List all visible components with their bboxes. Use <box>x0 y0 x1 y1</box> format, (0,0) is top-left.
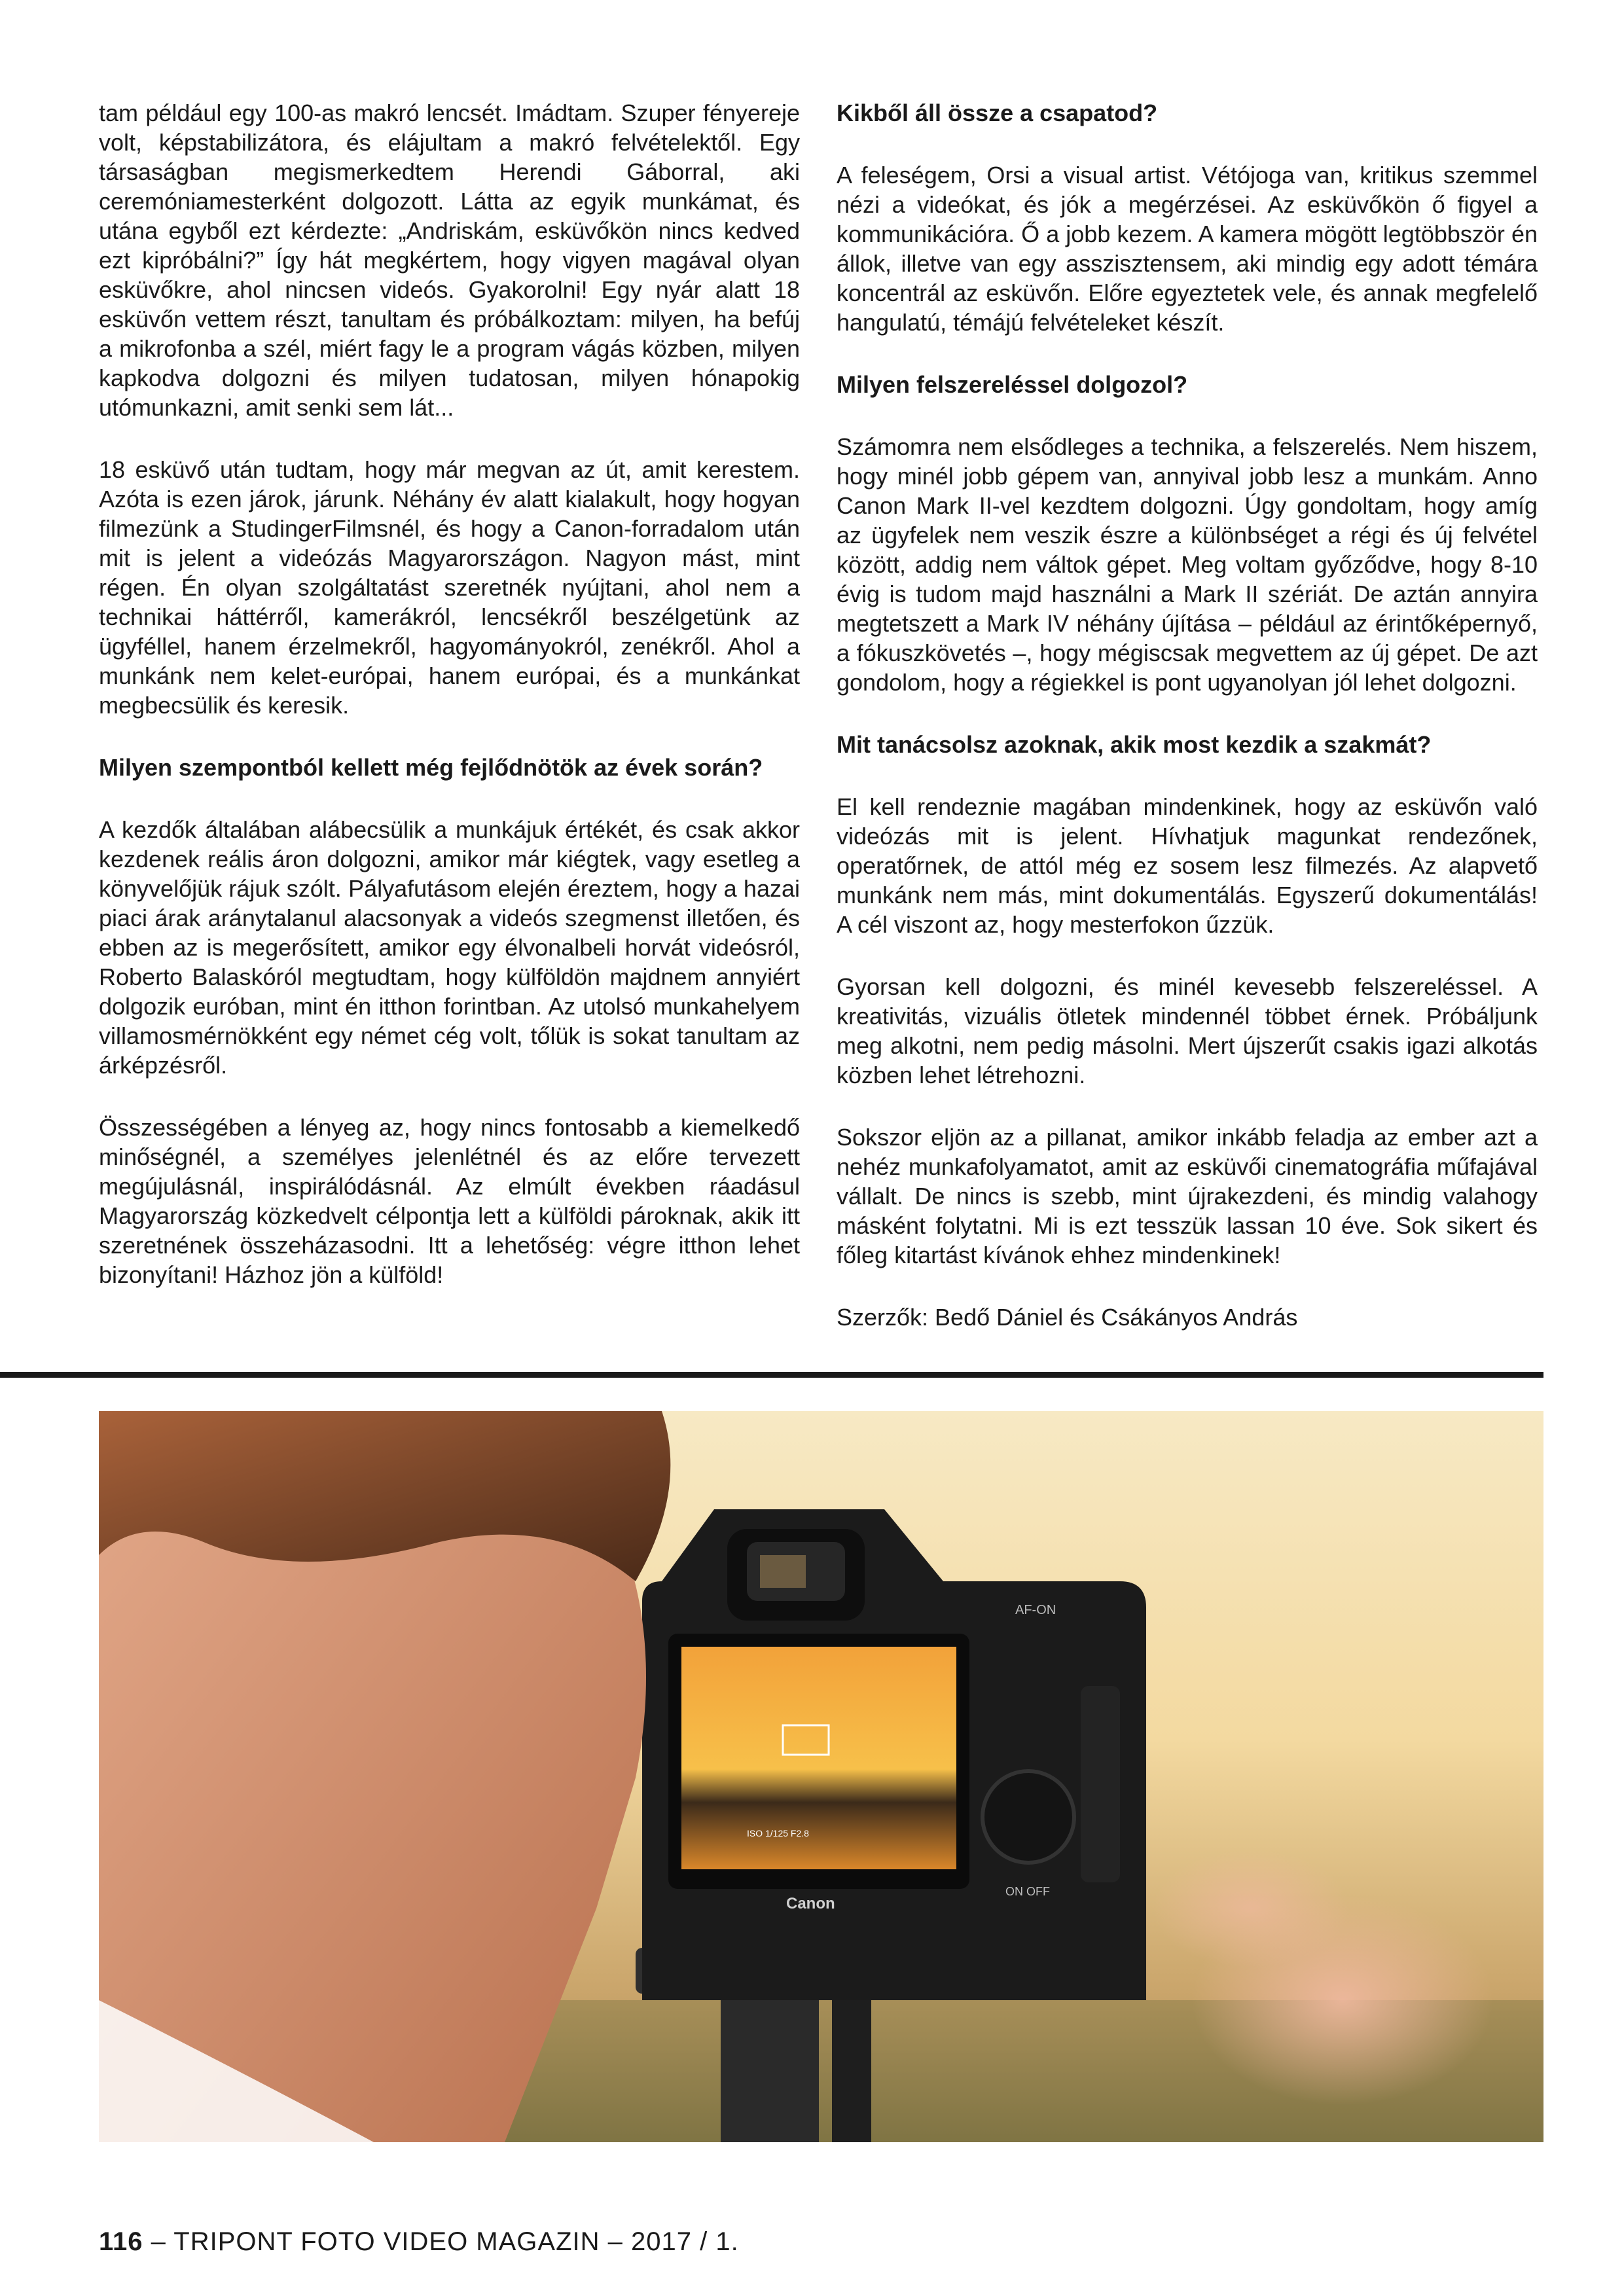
page-number: 116 <box>99 2227 143 2256</box>
camera-screen <box>681 1647 956 1869</box>
paragraph: Sokszor eljön az a pillanat, amikor inkább feladja az ember azt a nehéz munkafolyamatot, amit az esküvői cinematográfia műfajával vállalt. De nincs is szebb, mint újrakezdeni, és mindig valahogy másként folytatni. Mi is ezt tesszük lassan 10 éve. Sok sikert és főleg kitartást kívánok ehhez mindenkinek! <box>837 1124 1538 1268</box>
on-off-label: ON OFF <box>1005 1885 1050 1898</box>
paragraph: A kezdők általában alábecsülik a munkájuk értékét, és csak akkor kezdenek reális áron dolgozni, amikor már kiégtek, vagy esetleg a könyvelőjük rájuk szólt. Pályafutásom elején éreztem, hogy a hazai piaci árak aránytalanul alacsonyak a videós szegmenst illetően, és ebben az is megerősített, amikor egy élvonalbeli horvát videósról, Roberto Balaskóról megtudtam, hogy külföldön majdnem annyiért dolgozik euróban, mint én itthon forintban. Az utolsó munkahelyem villamosmérnökként egy német cég volt, tőlük is sokat tanultam az árképzésről. <box>99 816 800 1079</box>
paragraph: A feleségem, Orsi a visual artist. Vétójoga van, kritikus szemmel nézi a videókat, és jók a megérzései. Az esküvőkön ő figyel a kommunikációra. Ő a jobb kezem. A kamera mögött legtöbbször én állok, illetve van egy asszisztensem, aki mindig egy adott témára koncentrál az esküvőn. Előre egyeztetek vele, és annak megfelelő hangulatú, témájú felvételeket készít. <box>837 162 1538 336</box>
page-footer <box>99 2225 739 2258</box>
section-divider <box>0 1372 1543 1378</box>
screen-readout: ISO 1/125 F2.8 <box>747 1828 809 1839</box>
interview-question: Milyen felszereléssel dolgozol? <box>837 371 1188 398</box>
paragraph: El kell rendeznie magában mindenkinek, hogy az esküvőn való videózás mit is jelent. Hívhatjuk magunkat rendezőnek, operatőrnek, de attól még ez sosem lesz filmezés. Az alapvető munkánk nem más, mint dokumentálás. Egyszerű dokumentálás! A cél viszont az, hogy mesterfokon űzzük. <box>837 793 1538 938</box>
interview-question: Milyen szempontból kellett még fejlődnötök az évek során? <box>99 754 763 781</box>
left-text-column <box>99 98 800 1322</box>
paragraph: 18 esküvő után tudtam, hogy már megvan az út, amit kerestem. Azóta is ezen járok, járunk. Néhány év alatt kialakult, hogy hogyan filmezünk a StudingerFilmsnél, és hogy a Canon-forradalom után mit is jelent a videózás Magyarországon. Nagyon mást, mint régen. Én olyan szolgáltatást szeretnék nyújtani, ahol nem a technikai háttérről, kamerákról, lencsékről beszélgetünk az ügyféllel, hanem érzelmekről, hagyományokról, zenékről. Ahol a munkánk nem kelet-európai, hanem európai, és a munkánkat megbecsülik és keresik. <box>99 456 800 719</box>
interview-question: Kikből áll össze a csapatod? <box>837 99 1158 126</box>
paragraph: Számomra nem elsődleges a technika, a felszerelés. Nem hiszem, hogy minél jobb gépem van, annyival jobb lesz a munkám. Anno Canon Mark II-vel kezdtem dolgozni. Úgy gondoltam, hogy amíg az ügyfelek nem veszik észre a különbséget a régi és új felvétel között, addig nem váltok gépet. Meg voltam győződve, hogy 8-10 évig is tudom majd használni a Mark II szériát. De aztán annyira megtetszett a Mark IV néhány újítása – például az érintőképernyő, a fókuszkövetés –, hogy mégiscsak megvettem az új gépet. De azt gondolom, hogy a régiekkel is pont ugyanolyan jól lehet dolgozni. <box>837 433 1538 696</box>
interview-question: Mit tanácsolsz azoknak, akik most kezdik a szakmát? <box>837 731 1432 758</box>
author-credit: Szerzők: Bedő Dániel és Csákányos András <box>837 1304 1298 1331</box>
af-on-label: AF-ON <box>1015 1603 1056 1617</box>
magazine-issue: – TRIPONT FOTO VIDEO MAGAZIN – 2017 / 1. <box>151 2227 739 2256</box>
camera-brand-logo: Canon <box>786 1895 835 1912</box>
camera-operator-photo <box>99 1411 1543 2142</box>
paragraph: Gyorsan kell dolgozni, és minél kevesebb felszereléssel. A kreativitás, vizuális ötletek mindennél többet érnek. Próbáljunk meg alkotni, nem pedig másolni. Mert újszerűt csakis igazi alkotás közben lehet létrehozni. <box>837 973 1538 1088</box>
paragraph: tam például egy 100-as makró lencsét. Imádtam. Szuper fényereje volt, képstabilizátora, és elájultam a makró felvételektől. Egy társaságban megismerkedtem Herendi Gáborral, aki ceremóniamesterként dolgozott. Látta az egyik munkámat, és utána egyből ezt kérdezte: „Andriskám, esküvőkön nincs kedved ezt kipróbálni?” Így hát megkértem, hogy vigyen magával olyan esküvőkre, ahol nincsen videós. Gyakorolni! Egy nyár alatt 18 esküvőn vettem részt, tanultam és próbálkoztam: milyen, ha befúj a mikrofonba a szél, miért fagy le a program vágás közben, milyen kapkodva dolgozni és milyen tudatosan, milyen hónapokig utómunkazni, amit senki sem lát... <box>99 99 800 421</box>
paragraph: Összességében a lényeg az, hogy nincs fontosabb a kiemelkedő minőségnél, a személyes jelenlétnél és az előre tervezett megújulásnál, inspirálódásnál. Az elmúlt években ráadásul Magyarország közkedvelt célpontja lett a külföldi pároknak, akik itt szeretnének összeházasodni. Itt a lehetőség: végre itthon lehet bizonyítani! Házhoz jön a külföld! <box>99 1114 800 1288</box>
right-text-column <box>837 98 1538 1365</box>
